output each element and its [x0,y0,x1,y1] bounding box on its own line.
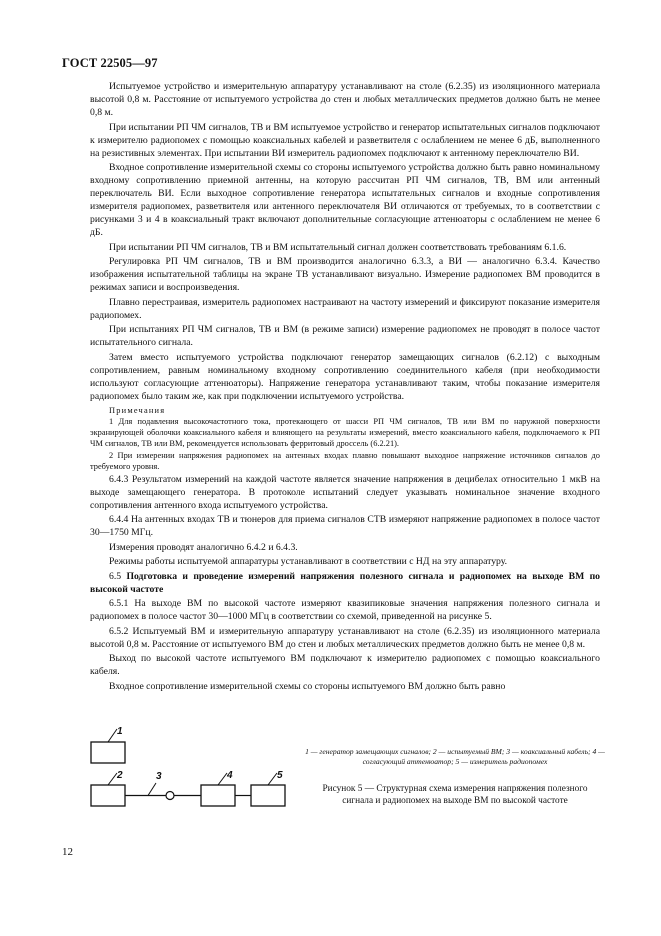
paragraph: При испытаниях РП ЧМ сигналов, ТВ и ВМ (в режиме записи) измерение радиопомех не проводят в полосе частот испытательного сигнала. [90,324,600,348]
attenuator-block [201,785,235,806]
label-3: 3 [156,771,162,782]
paragraph: Выход по высокой частоте испытуемого ВМ подключают к измерителю радиопомех с помощью коаксиального кабеля. [90,653,600,677]
generator-block [91,742,125,763]
paragraph: Входное сопротивление измерительной схемы со стороны испытуемого устройства должно быть равно номинальному входному сопротивлению приемной антенны, на которую рассчитан РП ЧМ сигналов, ТВ, ВМ или антенный переключатель ВИ. Если выходное сопротивление генератора испытательных сигналов и входные сопротивления измерителя радиопомех, разветвителя или антенного переключателя ВИ отличаются от требуемых, то в соответствии с рисунками 3 и 4 в коаксиальный тракт включают дополнительные согласующие аттенюаторы с ослаблением не менее 6 дБ. [90,162,600,238]
note-item: 2 При измерении напряжения радиопомех на антенных входах плавно повышают выходное напряжение источников сигналов до требуемого уровня. [90,450,600,471]
paragraph: При испытании РП ЧМ сигналов, ТВ и ВМ испытательный сигнал должен соответствовать требованиям 6.1.6. [109,241,567,253]
leader-line [148,783,156,796]
notes-title: Примечания [109,405,166,415]
body-text [90,80,600,694]
paragraph: Режимы работы испытуемой аппаратуры устанавливают в соответствии с НД на эту аппаратуру. [109,556,508,567]
paragraph: 6.5.2 Испытуемый ВМ и измерительную аппаратуру устанавливают на столе (6.2.35) из изоляционного материала высотой 0,8 м. Расстояние от испытуемого ВМ до стен и любых металлических предметов должно быть не менее 0,8 м. [90,625,600,650]
paragraph: Входное сопротивление измерительной схемы со стороны испытуемого ВМ должно быть равно [109,680,506,692]
figure-5 [90,725,610,835]
label-5: 5 [277,770,283,781]
figure-caption: Рисунок 5 — Структурная схема измерения напряжения полезного сигнала и радиопомех на выходе ВМ по высокой частоте [322,784,588,806]
figure-legend: 1 — генератор замещающих сигналов; 2 — испытуемый ВМ; 3 — коаксиальный кабель; 4 — согласующий аттенюатор; 5 — измеритель радиопомех [305,747,605,766]
paragraph: 6.4.3 Результатом измерений на каждой частоте является значение напряжения в децибелах относительно 1 мкВ на выходе замещающего генератора. В протоколе испытаний следует указывать номинальное значение входного сопротивления антенного входа испытуемого устройства. [90,473,600,511]
page-number: 12 [62,846,73,858]
paragraph: Испытуемое устройство и измерительную аппаратуру устанавливают на столе (6.2.35) из изоляционного материала высотой 0,8 м. Расстояние от испытуемого устройства до стен и любых металлических предметов должно быть не менее 0,8 м. [90,81,600,118]
label-2: 2 [117,770,123,781]
paragraph: Регулировка РП ЧМ сигналов, ТВ и ВМ производится аналогично 6.3.3, а ВИ — аналогично 6.3.4. Качество изображения испытательной таблицы на экране ТВ устанавливают визуально. Измерение радиопомех ВМ проводится в режимах записи и воспроизведения. [90,256,600,293]
leader-line [108,773,117,785]
meter-block [251,785,285,806]
section-number: 6.5 [109,570,122,582]
section-title: Подготовка и проведение измерений напряжения полезного сигнала и радиопомех на выходе ВМ по высокой частоте [90,570,600,595]
paragraph: 6.5.1 На выходе ВМ по высокой частоте измеряют квазипиковые значения напряжения полезного сигнала и радиопомех в полосе частот 30—1000 МГц в соответствии со схемой, приведенной на рисунке 5. [90,598,600,622]
document-header: ГОСТ 22505—97 [62,56,158,70]
paragraph: Плавно перестраивая, измеритель радиопомех настраивают на частоту измерений и фиксируют показание измерителя радиопомех. [90,296,600,321]
leader-line [108,729,117,742]
section-heading [90,570,600,596]
leader-line [218,773,227,785]
ferrite-ring [166,792,174,800]
note-item: 1 Для подавления высокочастотного тока, протекающего от шасси РП ЧМ сигналов, ТВ или ВМ по наружной поверхности экранирующей оболочки коаксиального кабеля и влияющего на результаты измерений, вместо коаксиального кабеля, подключаемого к РП ЧМ сигналов, ТВ или ВМ, рекомендуется использовать ферритовый дроссель (6.2.21). [90,416,600,448]
paragraph: 6.4.4 На антенных входах ТВ и тюнеров для приема сигналов СТВ измеряют напряжение радиопомех в полосе частот 30—1750 МГц. [90,514,600,538]
block-diagram [90,725,300,835]
paragraph: Измерения проводят аналогично 6.4.2 и 6.4.3. [109,541,298,553]
label-4: 4 [227,770,233,781]
label-1: 1 [117,726,123,737]
vcr-block [91,785,125,806]
paragraph: Затем вместо испытуемого устройства подключают генератор замещающих сигналов (6.2.12) с выходным сопротивлением, равным номинальному входному сопротивлению соединительного кабеля (при необходимости используют согласующие аттенюаторы). Напряжение генератора устанавливают таким, чтобы показание измерителя радиопомех было таким же, как при подключении испытуемого устройства. [90,351,600,402]
paragraph: При испытании РП ЧМ сигналов, ТВ и ВМ испытуемое устройство и генератор испытательных сигналов подключают к измерителю радиопомех с помощью коаксиальных кабелей и разветвителя с ослаблением не менее 6 дБ, выполненного на резистивных элементах. При испытании ВИ измеритель радиопомех подключают к антенному переключателю ВИ. [90,121,600,159]
leader-line [268,773,277,785]
